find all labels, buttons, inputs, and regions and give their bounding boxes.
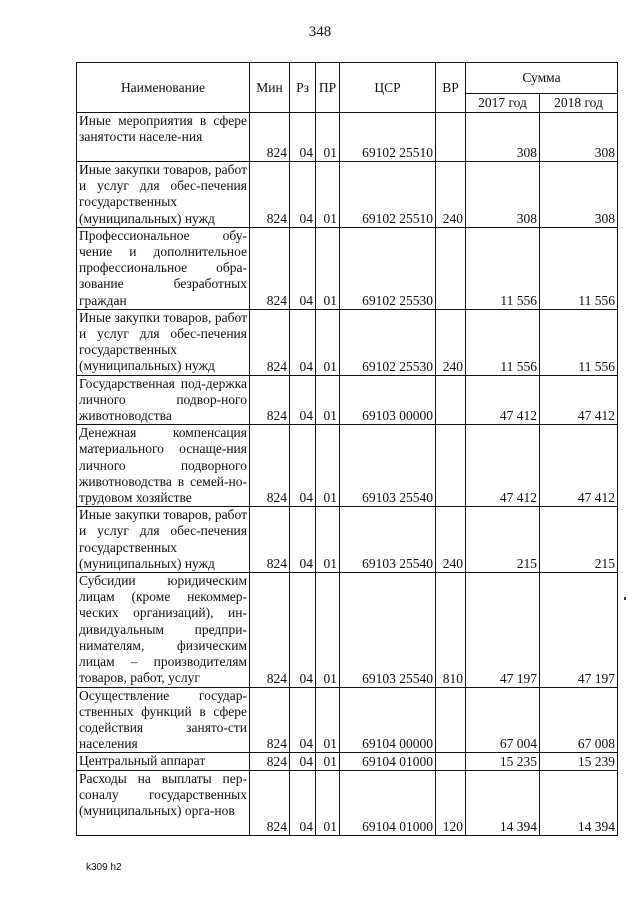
row-vr — [436, 375, 466, 425]
row-vr — [436, 113, 466, 162]
row-pr: 01 — [316, 162, 340, 228]
row-rz: 04 — [290, 162, 316, 228]
row-amount-2017: 11 556 — [466, 227, 540, 309]
row-amount-2018: 67 008 — [540, 687, 618, 753]
header-csr: ЦСР — [340, 63, 436, 113]
row-amount-2018: 47 412 — [540, 375, 618, 425]
row-rz: 04 — [290, 425, 316, 507]
row-amount-2018: 308 — [540, 113, 618, 162]
row-min: 824 — [250, 162, 290, 228]
row-csr: 69102 25530 — [340, 309, 436, 375]
table-row — [77, 227, 618, 309]
table-header-row — [77, 63, 618, 94]
row-csr: 69104 01000 — [340, 753, 436, 770]
row-min: 824 — [250, 375, 290, 425]
row-amount-2018: 47 412 — [540, 425, 618, 507]
row-csr: 69103 25540 — [340, 507, 436, 573]
row-amount-2017: 67 004 — [466, 687, 540, 753]
row-csr: 69102 25510 — [340, 162, 436, 228]
row-name: Субсидии юридическим лицам (кроме некоммер-ческих организаций), ин-дивидуальным предпри-нимателям, физическим лицам – производителям товаров, работ, услуг — [77, 573, 250, 687]
row-name: Профессиональное обу-чение и дополнительное профессиональное обра-зование безработных граждан — [77, 227, 250, 309]
header-name: Наименование — [77, 63, 250, 113]
table-row — [77, 573, 618, 687]
row-amount-2017: 14 394 — [466, 770, 540, 835]
row-rz: 04 — [290, 753, 316, 770]
row-vr: 240 — [436, 309, 466, 375]
row-amount-2018: 11 556 — [540, 309, 618, 375]
row-min: 824 — [250, 753, 290, 770]
table-body — [77, 113, 618, 836]
header-pr: ПР — [316, 63, 340, 113]
row-amount-2017: 47 412 — [466, 425, 540, 507]
row-min: 824 — [250, 770, 290, 835]
row-csr: 69104 01000 — [340, 770, 436, 835]
row-vr: 240 — [436, 507, 466, 573]
row-amount-2017: 215 — [466, 507, 540, 573]
row-csr: 69103 25540 — [340, 573, 436, 687]
row-name: Расходы на выплаты пер-соналу государственных (муниципальных) орга-нов — [77, 770, 250, 835]
row-amount-2017: 47 197 — [466, 573, 540, 687]
table-row — [77, 375, 618, 425]
row-amount-2018: 14 394 — [540, 770, 618, 835]
header-min: Мин — [250, 63, 290, 113]
table-row — [77, 113, 618, 162]
row-amount-2018: 15 239 — [540, 753, 618, 770]
row-amount-2017: 15 235 — [466, 753, 540, 770]
row-vr: 240 — [436, 162, 466, 228]
row-amount-2018: 47 197 — [540, 573, 618, 687]
row-amount-2018: 215 — [540, 507, 618, 573]
row-vr — [436, 425, 466, 507]
row-name: Центральный аппарат — [77, 753, 250, 770]
row-min: 824 — [250, 425, 290, 507]
table-row — [77, 507, 618, 573]
row-csr: 69104 00000 — [340, 687, 436, 753]
row-name: Денежная компенсация материального оснаще-ния личного подворного животноводства в семей-но-трудовом хозяйстве — [77, 425, 250, 507]
row-min: 824 — [250, 687, 290, 753]
row-amount-2018: 308 — [540, 162, 618, 228]
row-amount-2017: 308 — [466, 113, 540, 162]
row-name: Иные закупки товаров, работ и услуг для обес-печения государственных (муниципальных) нужд — [77, 507, 250, 573]
header-year-2017: 2017 год — [466, 94, 540, 113]
row-name: Иные закупки товаров, работ и услуг для обес-печения государственных (муниципальных) нужд — [77, 309, 250, 375]
row-vr: 120 — [436, 770, 466, 835]
table-row — [77, 753, 618, 770]
row-csr: 69103 00000 — [340, 375, 436, 425]
row-vr — [436, 227, 466, 309]
row-amount-2017: 47 412 — [466, 375, 540, 425]
row-vr: 810 — [436, 573, 466, 687]
row-min: 824 — [250, 573, 290, 687]
table-row — [77, 770, 618, 835]
row-rz: 04 — [290, 227, 316, 309]
row-name: Осуществление государ-ственных функций в сфере содействия занято-сти населения — [77, 687, 250, 753]
row-rz: 04 — [290, 770, 316, 835]
row-amount-2017: 11 556 — [466, 309, 540, 375]
row-name: Иные мероприятия в сфере занятости населе-ния — [77, 113, 250, 162]
row-pr: 01 — [316, 573, 340, 687]
row-csr: 69102 25530 — [340, 227, 436, 309]
row-vr — [436, 687, 466, 753]
table-row — [77, 425, 618, 507]
row-pr: 01 — [316, 309, 340, 375]
row-amount-2018: 11 556 — [540, 227, 618, 309]
row-min: 824 — [250, 227, 290, 309]
table-row — [77, 687, 618, 753]
row-rz: 04 — [290, 309, 316, 375]
row-rz: 04 — [290, 687, 316, 753]
footer-code: k309 h2 — [86, 862, 122, 873]
row-amount-2017: 308 — [466, 162, 540, 228]
row-rz: 04 — [290, 375, 316, 425]
row-pr: 01 — [316, 753, 340, 770]
scan-speck — [624, 597, 626, 600]
row-rz: 04 — [290, 113, 316, 162]
page-number: 348 — [308, 24, 332, 40]
row-pr: 01 — [316, 227, 340, 309]
row-pr: 01 — [316, 687, 340, 753]
row-csr: 69102 25510 — [340, 113, 436, 162]
row-min: 824 — [250, 309, 290, 375]
budget-table — [76, 62, 618, 836]
row-csr: 69103 25540 — [340, 425, 436, 507]
row-pr: 01 — [316, 113, 340, 162]
row-pr: 01 — [316, 425, 340, 507]
header-sum: Сумма — [466, 63, 618, 94]
table-row — [77, 162, 618, 228]
row-name: Государственная под-держка личного подвор-ного животноводства — [77, 375, 250, 425]
row-min: 824 — [250, 507, 290, 573]
header-vr: ВР — [436, 63, 466, 113]
row-rz: 04 — [290, 507, 316, 573]
row-pr: 01 — [316, 507, 340, 573]
row-rz: 04 — [290, 573, 316, 687]
header-year-2018: 2018 год — [540, 94, 618, 113]
header-rz: Рз — [290, 63, 316, 113]
row-min: 824 — [250, 113, 290, 162]
row-vr — [436, 753, 466, 770]
table-row — [77, 309, 618, 375]
row-pr: 01 — [316, 770, 340, 835]
row-pr: 01 — [316, 375, 340, 425]
row-name: Иные закупки товаров, работ и услуг для обес-печения государственных (муниципальных) нужд — [77, 162, 250, 228]
